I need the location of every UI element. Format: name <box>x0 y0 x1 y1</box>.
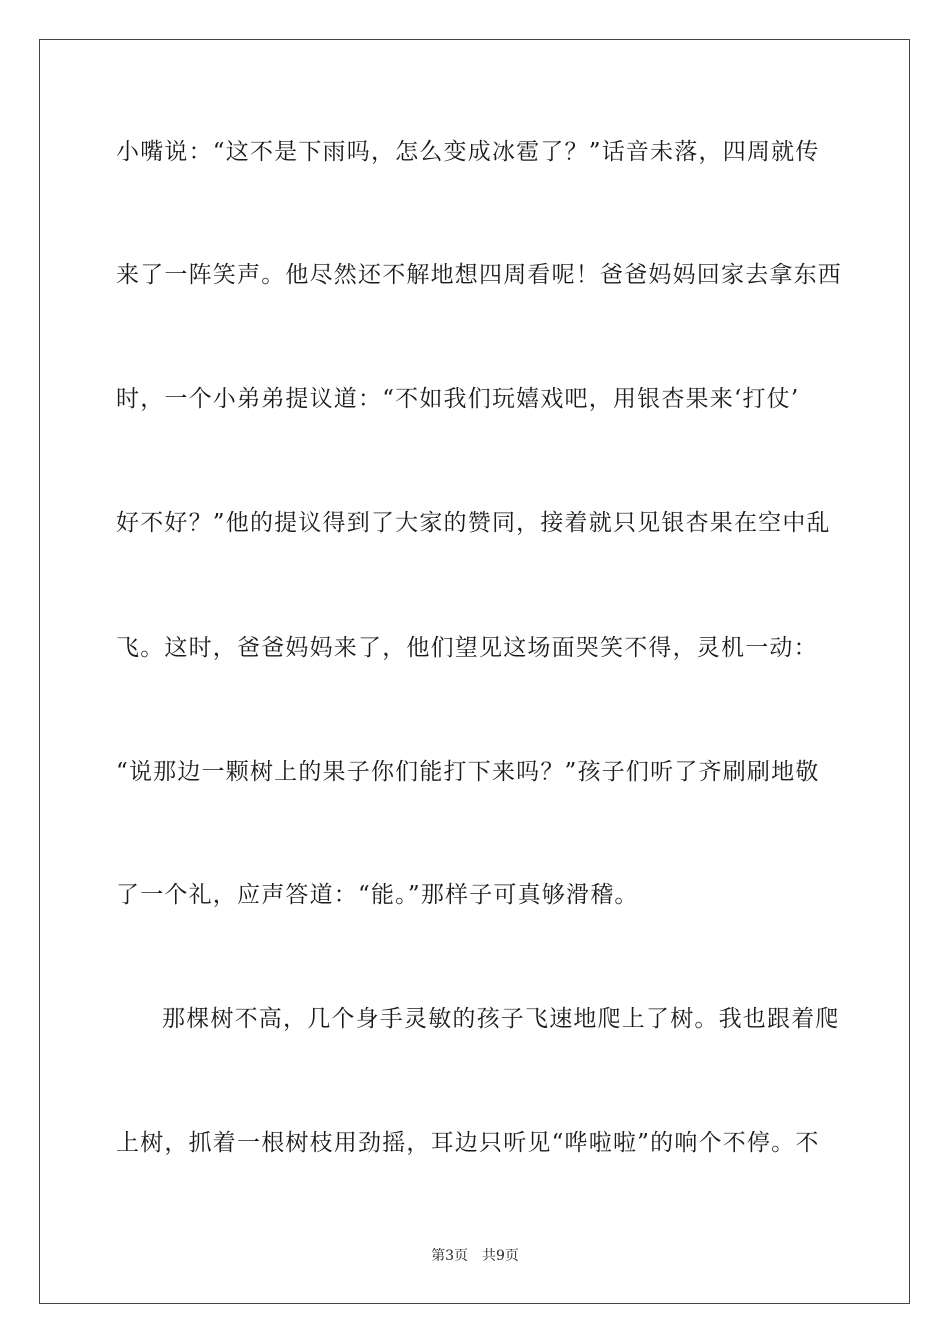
body-text-line: 上树，抓着一根树枝用劲摇，耳边只听见“哗啦啦”的响个不停。不 <box>116 1130 820 1156</box>
body-text-line: 时，一个小弟弟提议道：“不如我们玩嬉戏吧，用银杏果来‘打仗’ <box>116 386 800 412</box>
body-text-line: 来了一阵笑声。他尽然还不解地想四周看呢！爸爸妈妈回家去拿东西 <box>116 262 842 288</box>
total-page-count: 共9页 <box>482 1248 519 1264</box>
page-footer <box>0 1247 950 1265</box>
body-text-line: 小嘴说：“这不是下雨吗，怎么变成冰雹了？”话音未落，四周就传 <box>116 139 820 165</box>
body-text-line: 了一个礼，应声答道：“能。”那样子可真够滑稽。 <box>116 882 639 908</box>
body-text-line: 飞。这时，爸爸妈妈来了，他们望见这场面哭笑不得，灵机一动： <box>116 635 818 661</box>
current-page-number: 第3页 <box>431 1248 468 1264</box>
page-border <box>39 39 910 1304</box>
body-text-line: 好不好？”他的提议得到了大家的赞同，接着就只见银杏果在空中乱 <box>116 510 831 536</box>
paragraph-start-line: 那棵树不高，几个身手灵敏的孩子飞速地爬上了树。我也跟着爬 <box>162 1006 840 1032</box>
body-text-line: “说那边一颗树上的果子你们能打下来吗？”孩子们听了齐刷刷地敬 <box>116 759 820 785</box>
